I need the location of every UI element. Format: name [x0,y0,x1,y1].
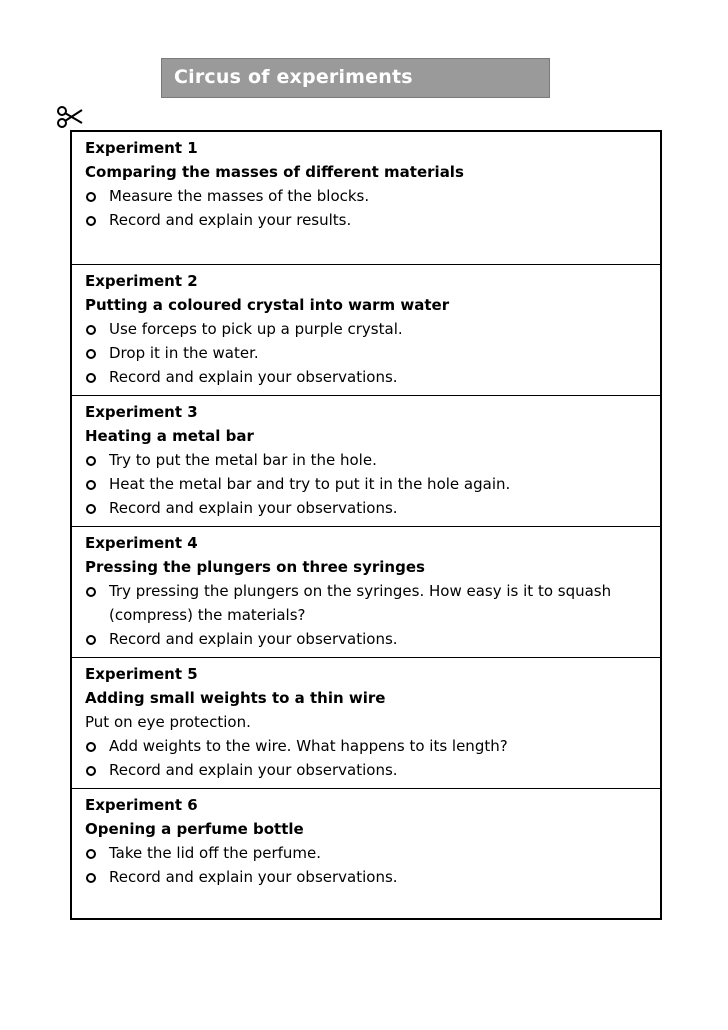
list-item: Record and explain your observations. [85,627,648,651]
experiment-heading: Putting a coloured crystal into warm water [85,296,450,314]
list-item: Use forceps to pick up a purple crystal. [85,317,648,341]
experiment-number: Experiment 5 [85,665,198,683]
experiment-heading: Comparing the masses of different materials [85,163,464,181]
bullet-icon [86,849,96,859]
experiments-table [70,130,662,920]
bullet-icon [86,635,96,645]
experiment-number: Experiment 2 [85,272,198,290]
experiment-heading: Adding small weights to a thin wire [85,689,386,707]
list-item: Record and explain your observations. [85,496,648,520]
experiment-heading: Opening a perfume bottle [85,820,304,838]
bullet-icon [86,456,96,466]
list-item: Try pressing the plungers on the syringes. How easy is it to squash (compress) the materials? [85,579,648,627]
experiment-card-5 [72,657,660,788]
step-list [85,184,648,232]
list-item: Record and explain your observations. [85,758,648,782]
experiment-card-4 [72,526,660,657]
bullet-icon [86,873,96,883]
experiment-number: Experiment 1 [85,139,198,157]
experiment-card-1 [72,132,660,264]
step-list [85,734,648,782]
step-list [85,579,648,651]
experiment-intro: Put on eye protection. [85,713,251,731]
experiment-number: Experiment 3 [85,403,198,421]
bullet-icon [86,373,96,383]
list-item: Try to put the metal bar in the hole. [85,448,648,472]
bullet-icon [86,766,96,776]
experiment-card-2 [72,264,660,395]
experiment-card-3 [72,395,660,526]
list-item: Record and explain your observations. [85,365,648,389]
list-item: Measure the masses of the blocks. [85,184,648,208]
bullet-icon [86,742,96,752]
bullet-icon [86,349,96,359]
bullet-icon [86,504,96,514]
experiment-heading: Pressing the plungers on three syringes [85,558,425,576]
experiment-number: Experiment 6 [85,796,198,814]
step-list [85,448,648,520]
list-item: Heat the metal bar and try to put it in the hole again. [85,472,648,496]
bullet-icon [86,192,96,202]
bullet-icon [86,216,96,226]
list-item: Record and explain your results. [85,208,648,232]
list-item: Record and explain your observations. [85,865,648,889]
bullet-icon [86,480,96,490]
title-banner [161,58,550,98]
experiment-card-6 [72,788,660,918]
list-item: Drop it in the water. [85,341,648,365]
step-list [85,841,648,889]
step-list [85,317,648,389]
experiment-number: Experiment 4 [85,534,198,552]
bullet-icon [86,587,96,597]
list-item: Add weights to the wire. What happens to its length? [85,734,648,758]
list-item: Take the lid off the perfume. [85,841,648,865]
experiment-heading: Heating a metal bar [85,427,254,445]
page-title: Circus of experiments [174,66,413,88]
scissors-icon [55,104,85,130]
bullet-icon [86,325,96,335]
